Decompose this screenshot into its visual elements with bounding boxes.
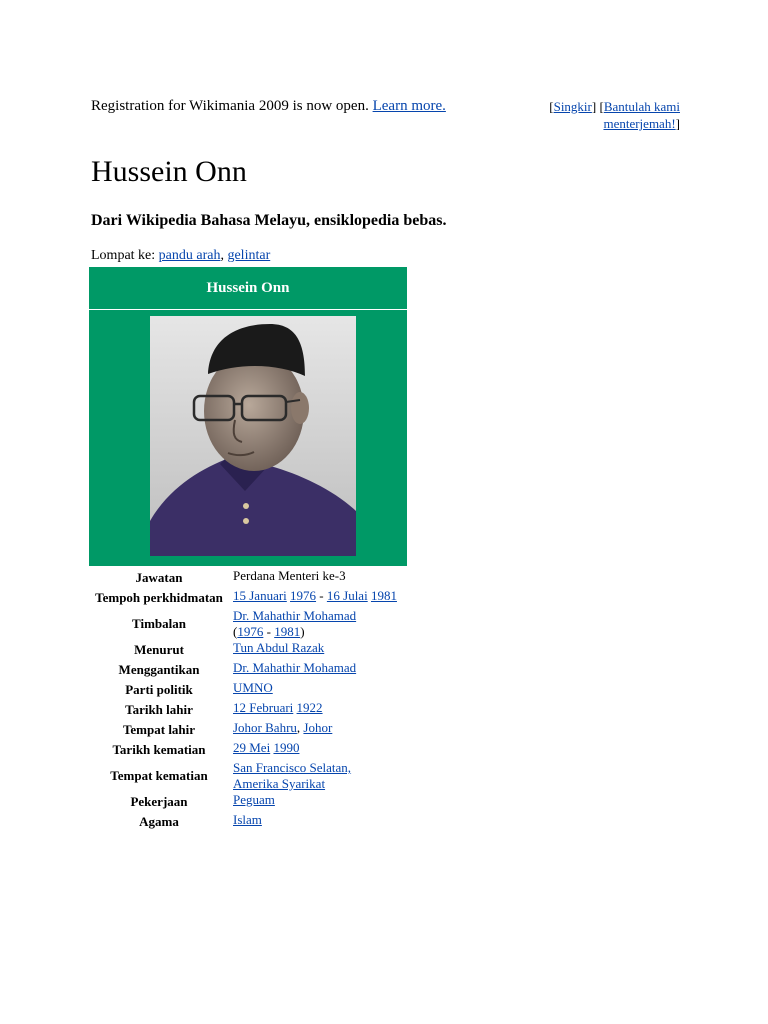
row-value: Johor Bahru, Johor	[233, 720, 333, 735]
dismiss-link[interactable]: Singkir	[553, 99, 592, 114]
religion-link[interactable]: Islam	[233, 812, 262, 827]
term-end-date-link[interactable]: 16 Julai	[326, 588, 368, 603]
row-value	[231, 700, 397, 720]
row-value	[231, 760, 397, 792]
party-link[interactable]: UMNO	[233, 680, 273, 695]
row-label: Parti politik	[125, 682, 193, 697]
deputy-link[interactable]: Dr. Mahathir Mohamad	[233, 608, 357, 623]
death-country-link[interactable]: Amerika Syarikat	[233, 776, 326, 791]
birth-year-link[interactable]: 1922	[296, 700, 323, 715]
birth-state-link[interactable]: Johor	[303, 720, 333, 735]
row-label: Tempat kematian	[110, 768, 208, 783]
infobox	[89, 267, 407, 832]
site-notice-text: Registration for Wikimania 2009 is now open.	[91, 98, 369, 114]
infobox-row-menurut	[89, 640, 397, 660]
row-label: Jawatan	[135, 570, 183, 585]
row-label: Tarikh lahir	[125, 702, 193, 717]
infobox-header: Hussein Onn	[89, 267, 407, 309]
row-label: Menggantikan	[118, 662, 200, 677]
row-value: Perdana Menteri ke-3	[233, 568, 346, 583]
infobox-row-tempat-kematian	[89, 760, 397, 792]
row-value	[231, 660, 397, 680]
death-city-link[interactable]: San Francisco Selatan,	[233, 760, 352, 775]
page-title: Hussein Onn	[91, 155, 247, 188]
portrait-frame	[89, 310, 407, 566]
row-value	[231, 812, 397, 832]
row-label: Tarikh kematian	[112, 742, 206, 757]
translate-link[interactable]: Bantulah kami menterjemah!	[603, 99, 680, 131]
page-tagline: Dari Wikipedia Bahasa Melayu, ensiklopedia bebas.	[91, 212, 447, 229]
infobox-row-parti	[89, 680, 397, 700]
infobox-row-timbalan	[89, 608, 397, 640]
row-value	[231, 740, 397, 760]
row-label: Timbalan	[132, 616, 186, 631]
row-label: Menurut	[134, 642, 184, 657]
jump-to: Lompat ke: pandu arah, gelintar	[91, 248, 271, 263]
infobox-row-tempat-lahir	[89, 720, 397, 740]
notice-actions: [Singkir] [Bantulah kami menterjemah!]	[549, 99, 680, 131]
dash: -	[319, 588, 324, 603]
row-label: Agama	[139, 814, 179, 829]
infobox-row-tarikh-lahir	[89, 700, 397, 720]
portrait-illustration	[150, 316, 356, 556]
row-label: Tempoh perkhidmatan	[95, 590, 223, 605]
infobox-row-tempoh	[89, 588, 397, 608]
learn-more-link[interactable]: Learn more.	[372, 98, 446, 114]
birth-date-link[interactable]: 12 Februari	[233, 700, 294, 715]
row-label: Pekerjaan	[130, 794, 188, 809]
dash: -	[266, 624, 271, 639]
row-value	[231, 792, 397, 812]
death-year-link[interactable]: 1990	[273, 740, 300, 755]
infobox-row-agama	[89, 812, 397, 832]
term-start-year-link[interactable]: 1976	[290, 588, 317, 603]
deputy-end-year-link[interactable]: 1981	[274, 624, 301, 639]
jump-label: Lompat ke:	[91, 248, 156, 263]
infobox-row-pekerjaan	[89, 792, 397, 812]
jump-navigation-link[interactable]: pandu arah	[158, 248, 221, 263]
row-value	[231, 680, 397, 700]
term-start-date-link[interactable]: 15 Januari	[233, 588, 287, 603]
infobox-row-tarikh-kematian	[89, 740, 397, 760]
site-notice	[91, 96, 461, 116]
birth-city-link[interactable]: Johor Bahru	[233, 720, 297, 735]
deputy-start-year-link[interactable]: 1976	[237, 624, 264, 639]
infobox-row-menggantikan	[89, 660, 397, 680]
successor-link[interactable]: Dr. Mahathir Mohamad	[233, 660, 357, 675]
death-date-link[interactable]: 29 Mei	[233, 740, 271, 755]
row-value	[231, 588, 397, 608]
jump-search-link[interactable]: gelintar	[227, 248, 271, 263]
predecessor-link[interactable]: Tun Abdul Razak	[233, 640, 325, 655]
term-end-year-link[interactable]: 1981	[370, 588, 397, 603]
infobox-row-jawatan	[89, 568, 397, 588]
row-value	[231, 640, 397, 660]
row-value: Dr. Mahathir Mohamad (1976 - 1981)	[233, 608, 357, 639]
portrait-image[interactable]	[150, 316, 356, 556]
row-label: Tempat lahir	[122, 722, 196, 737]
occupation-link[interactable]: Peguam	[233, 792, 275, 807]
infobox-table	[89, 568, 397, 832]
